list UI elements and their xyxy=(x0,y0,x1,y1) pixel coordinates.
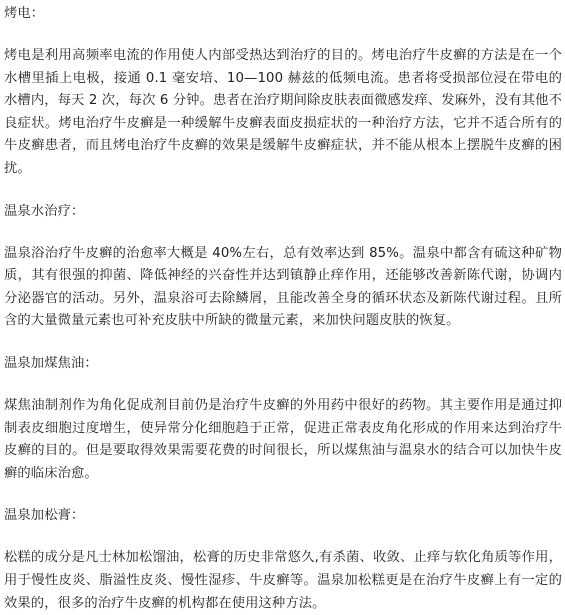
article xyxy=(4,0,562,615)
section-pine-ointment xyxy=(4,505,562,615)
section-paragraph: 松糕的成分是凡士林加松馏油，松膏的历史非常悠久,有杀菌、收敛、止痒与软化角质等作用，用于慢性皮炎、脂溢性皮炎、慢性湿疹、牛皮癣等。温泉加松糕更是在治疗牛皮癣上有一定的效果的，很多的治疗牛皮癣的机构都在使用这种方法。 xyxy=(4,550,562,611)
section-paragraph: 煤焦油制剂作为角化促成剂目前仍是治疗牛皮癣的外用药中很好的药物。其主要作用是通过抑制表皮细胞过度增生，使异常分化细胞趋于正常，促进正常表皮角化形成的作用来达到治疗牛皮癣的目的。但是要取得效果需要花费的时间很长，所以煤焦油与温泉水的结合可以加快牛皮癣的临床治愈。 xyxy=(4,397,562,481)
section-kaodian xyxy=(4,3,562,181)
section-heading: 烤电： xyxy=(4,6,45,21)
section-heading: 温泉水治疗： xyxy=(4,203,85,219)
section-heading: 温泉加煤焦油： xyxy=(4,355,98,371)
section-heading: 温泉加松膏： xyxy=(4,508,85,524)
section-hot-spring xyxy=(4,201,562,333)
section-coal-tar xyxy=(4,353,562,485)
section-paragraph: 温泉浴治疗牛皮癣的治愈率大概是 40%左右，总有效率达到 85%。温泉中都含有硫这种矿物质，其有很强的抑菌、降低神经的兴奋性并达到镇静止痒作用，还能够改善新陈代谢，协调内分泌器官的活动。另外，温泉浴可去除鳞屑，且能改善全身的循环状态及新陈代谢过程。且所含的大量微量元素也可补充皮肤中所缺的微量元素，来加快问题皮肤的恢复。 xyxy=(4,245,562,329)
section-paragraph: 烤电是利用高频率电流的作用使人内部受热达到治疗的目的。烤电治疗牛皮癣的方法是在一个水槽里插上电极，接通 0.1 毫安培、10—100 赫兹的低频电流。患者将受损部位浸在带电的水槽内，每天 2 次，每次 6 分钟。患者在治疗期间除皮肤表面微感发痒、发麻外，没有其他不良症状。烤电治疗牛皮癣是一种缓解牛皮癣表面皮损症状的一种治疗方法，它并不适合所有的牛皮癣患者，而且烤电治疗牛皮癣的效果是缓解牛皮癣症状，并不能从根本上摆脱牛皮癣的困扰。 xyxy=(4,48,562,176)
